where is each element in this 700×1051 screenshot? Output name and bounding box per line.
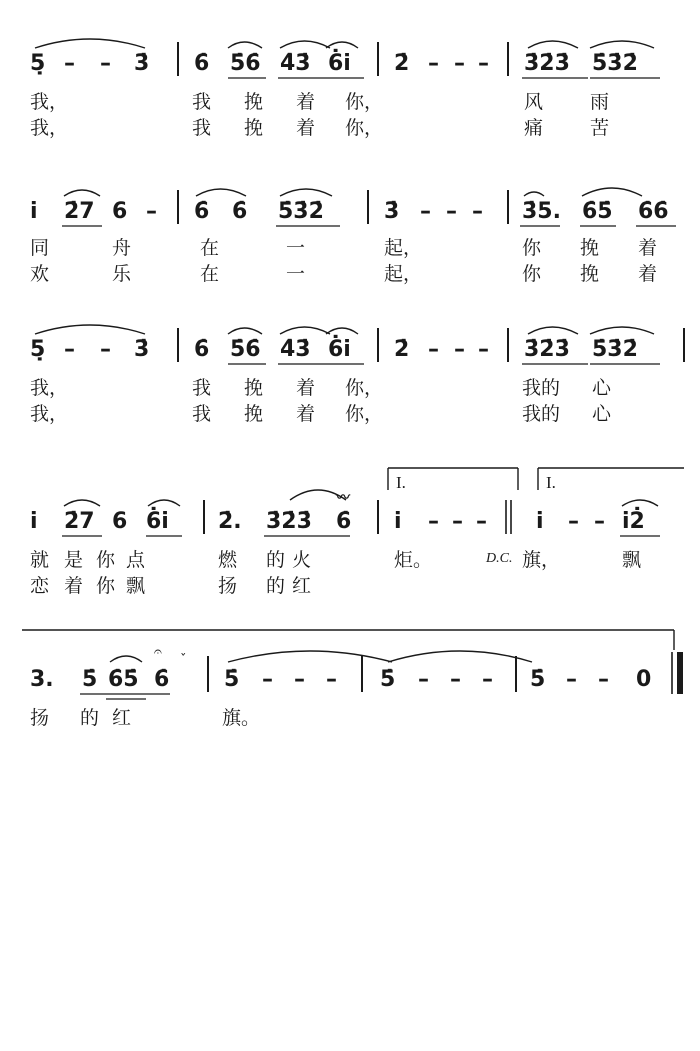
lyric: 燃 <box>218 549 238 571</box>
score-note: – <box>450 667 461 692</box>
score-row-4 <box>30 468 684 597</box>
slur <box>148 500 180 506</box>
lyric: 苦 <box>590 117 610 139</box>
score-note: 3̇2̇3̇ <box>266 509 312 534</box>
score-note: 2̇7 <box>64 509 95 534</box>
lyric: 我 <box>192 377 212 399</box>
score-note: 5̇ <box>82 667 98 692</box>
slur <box>326 42 358 48</box>
slur <box>64 500 100 506</box>
lyric: 着 <box>296 377 316 399</box>
breath-mark-icon: ˇ <box>180 653 187 668</box>
score-row-5 <box>22 630 683 729</box>
score-note: 3. <box>30 667 54 692</box>
lyric: 挽 <box>244 377 264 399</box>
score-note: – <box>146 199 157 224</box>
score-note: 6̇i <box>146 509 169 534</box>
score-note: 6̇ <box>194 199 210 224</box>
lyric: 着 <box>296 91 316 113</box>
score-note: 2̇. <box>218 509 242 534</box>
score-note: i2̇ <box>622 509 645 534</box>
slur <box>228 328 262 334</box>
lyric: 我 <box>192 91 212 113</box>
score-note: 6̇5̇ <box>108 667 139 692</box>
score-note: 6̇ <box>194 337 210 362</box>
trill-icon: 〰 <box>336 490 350 506</box>
lyric: 你 <box>96 549 116 571</box>
score-note: 5̇3̇2̇ <box>278 199 324 224</box>
score-note: – <box>472 199 483 224</box>
score-note: 5̇6̇ <box>230 51 261 76</box>
score-note: – <box>100 51 111 76</box>
score-note: 0 <box>636 667 652 692</box>
lyric: 乐 <box>112 263 132 285</box>
lyric: 的 <box>266 549 286 571</box>
score-note: – <box>594 509 605 534</box>
score-note: – <box>428 51 439 76</box>
lyric: 你， <box>345 91 384 113</box>
score-note: 6̇ <box>194 51 210 76</box>
score-note: i <box>394 509 402 534</box>
slur <box>64 190 100 196</box>
score-note: 6̇6̇ <box>638 199 669 224</box>
slur <box>582 188 642 196</box>
score-note: 6̇i <box>328 51 351 76</box>
score-note: 3̇2̇3̇ <box>524 337 570 362</box>
slur <box>590 327 654 334</box>
score-note: 3̇2̇3̇ <box>524 51 570 76</box>
lyric: 我的 <box>522 377 561 399</box>
score-note: – <box>478 337 489 362</box>
slur <box>228 651 392 662</box>
score-note: – <box>420 199 431 224</box>
score-note: 6̇i <box>328 337 351 362</box>
score-note: 2̇ <box>394 337 410 362</box>
lyric: 我， <box>30 377 69 399</box>
score-note: 2̇ <box>394 51 410 76</box>
lyric: 你 <box>96 575 116 597</box>
score-note: 5̇ <box>224 667 240 692</box>
score-note: 3̇ <box>134 51 150 76</box>
lyric: 起， <box>384 237 423 259</box>
score-note: 6 <box>112 509 128 534</box>
score-note: 5̇6̇ <box>230 337 261 362</box>
lyric: 同 <box>30 237 50 259</box>
slur <box>35 325 145 334</box>
lyric: 我， <box>30 403 69 425</box>
score-note: i <box>30 199 38 224</box>
score-note: i <box>536 509 544 534</box>
lyric: 你， <box>345 117 384 139</box>
score-row-3 <box>30 325 684 425</box>
score-note: – <box>476 509 487 534</box>
score-note: 5̇3̇2̇ <box>592 337 638 362</box>
slur <box>228 42 262 48</box>
lyric: 我， <box>30 117 69 139</box>
slur <box>35 39 145 48</box>
lyric: 旗， <box>522 549 561 571</box>
lyric: 扬 <box>30 707 50 729</box>
slur <box>528 41 578 48</box>
score-note: i <box>30 509 38 534</box>
lyric: 着 <box>296 117 316 139</box>
score-note: – <box>446 199 457 224</box>
lyric: 炬。 <box>394 549 433 571</box>
volta-label: I. <box>396 473 406 492</box>
lyric: 着 <box>638 237 658 259</box>
lyric: 我的 <box>522 403 561 425</box>
slur <box>280 189 332 196</box>
score-note: 6̇ <box>336 509 352 534</box>
lyric: 飘 <box>126 575 146 597</box>
score-note: – <box>428 337 439 362</box>
score-note: 3̇ <box>384 199 400 224</box>
lyric: 就 <box>30 549 50 571</box>
lyric: 你， <box>345 377 384 399</box>
score-note: 4̇3̇ <box>280 51 311 76</box>
lyric: 雨 <box>590 91 610 113</box>
score-note: – <box>598 667 609 692</box>
fermata-icon: 𝄐 <box>154 644 162 660</box>
lyric: 着 <box>296 403 316 425</box>
lyric: 火 <box>292 549 312 571</box>
score-note: – <box>478 51 489 76</box>
score-note: 5̣ <box>30 337 46 362</box>
slur <box>110 656 142 662</box>
score-note: – <box>454 51 465 76</box>
final-barline <box>677 652 683 694</box>
lyric: 我， <box>30 91 69 113</box>
lyric: 风 <box>524 91 544 113</box>
score-note: – <box>262 667 273 692</box>
score-note: – <box>452 509 463 534</box>
lyric: 在 <box>200 237 220 259</box>
score-note: – <box>64 51 75 76</box>
score-note: 4̇3̇ <box>280 337 311 362</box>
score-note: 5̣ <box>30 51 46 76</box>
lyric: 我 <box>192 403 212 425</box>
score-note: 3̇ <box>134 337 150 362</box>
score-note: – <box>418 667 429 692</box>
lyric: 起， <box>384 263 423 285</box>
slur <box>388 651 532 662</box>
lyric: 痛 <box>524 117 544 139</box>
lyric: 挽 <box>244 91 264 113</box>
lyric: 的 <box>80 707 100 729</box>
lyric: 一 <box>286 237 306 259</box>
lyric: 挽 <box>244 117 264 139</box>
score-note: – <box>454 337 465 362</box>
lyric: 点 <box>126 549 146 571</box>
score-row-1 <box>30 39 660 139</box>
slur <box>622 500 658 506</box>
score-note: – <box>64 337 75 362</box>
score-note: 6̇ <box>232 199 248 224</box>
lyric: 是 <box>64 549 84 571</box>
score-note: – <box>100 337 111 362</box>
score-row-2 <box>30 188 676 285</box>
score-note: 5̇ <box>380 667 396 692</box>
dc-marking: D.C. <box>486 551 513 566</box>
lyric: 挽 <box>580 263 600 285</box>
lyric: 舟 <box>112 237 132 259</box>
score-note: 6̇5̇ <box>582 199 613 224</box>
score-note: 6̇ <box>154 667 170 692</box>
slur <box>280 41 330 48</box>
lyric: 着 <box>638 263 658 285</box>
lyric: 红 <box>112 707 132 729</box>
lyric: 在 <box>200 263 220 285</box>
score-note: 2̇7 <box>64 199 95 224</box>
slur <box>326 328 358 334</box>
lyric: 你 <box>522 263 542 285</box>
lyric: 心 <box>592 403 612 425</box>
lyric: 着 <box>64 575 84 597</box>
lyric: 恋 <box>30 575 50 597</box>
lyric: 我 <box>192 117 212 139</box>
lyric: 心 <box>592 377 612 399</box>
lyric: 飘 <box>622 549 642 571</box>
lyric: 欢 <box>30 263 50 285</box>
score-note: – <box>428 509 439 534</box>
slur <box>196 189 246 196</box>
score-note: – <box>482 667 493 692</box>
score-note: 6 <box>112 199 128 224</box>
lyric: 红 <box>292 575 312 597</box>
score-note: 5̇3̇2̇ <box>592 51 638 76</box>
score-note: 5̇ <box>530 667 546 692</box>
volta-label: I. <box>546 473 556 492</box>
lyric: 挽 <box>580 237 600 259</box>
slur <box>524 192 544 196</box>
lyric: 扬 <box>218 575 238 597</box>
score-note: 3̇5. <box>522 199 561 224</box>
score-note: – <box>294 667 305 692</box>
score-note: – <box>566 667 577 692</box>
slur <box>590 41 654 48</box>
score-note: – <box>326 667 337 692</box>
lyric: 你， <box>345 403 384 425</box>
slur <box>528 327 578 334</box>
lyric: 旗。 <box>222 707 261 729</box>
lyric: 你 <box>522 237 542 259</box>
lyric: 挽 <box>244 403 264 425</box>
slur <box>280 327 330 334</box>
lyric: 的 <box>266 575 286 597</box>
score-note: – <box>568 509 579 534</box>
lyric: 一 <box>286 263 306 285</box>
